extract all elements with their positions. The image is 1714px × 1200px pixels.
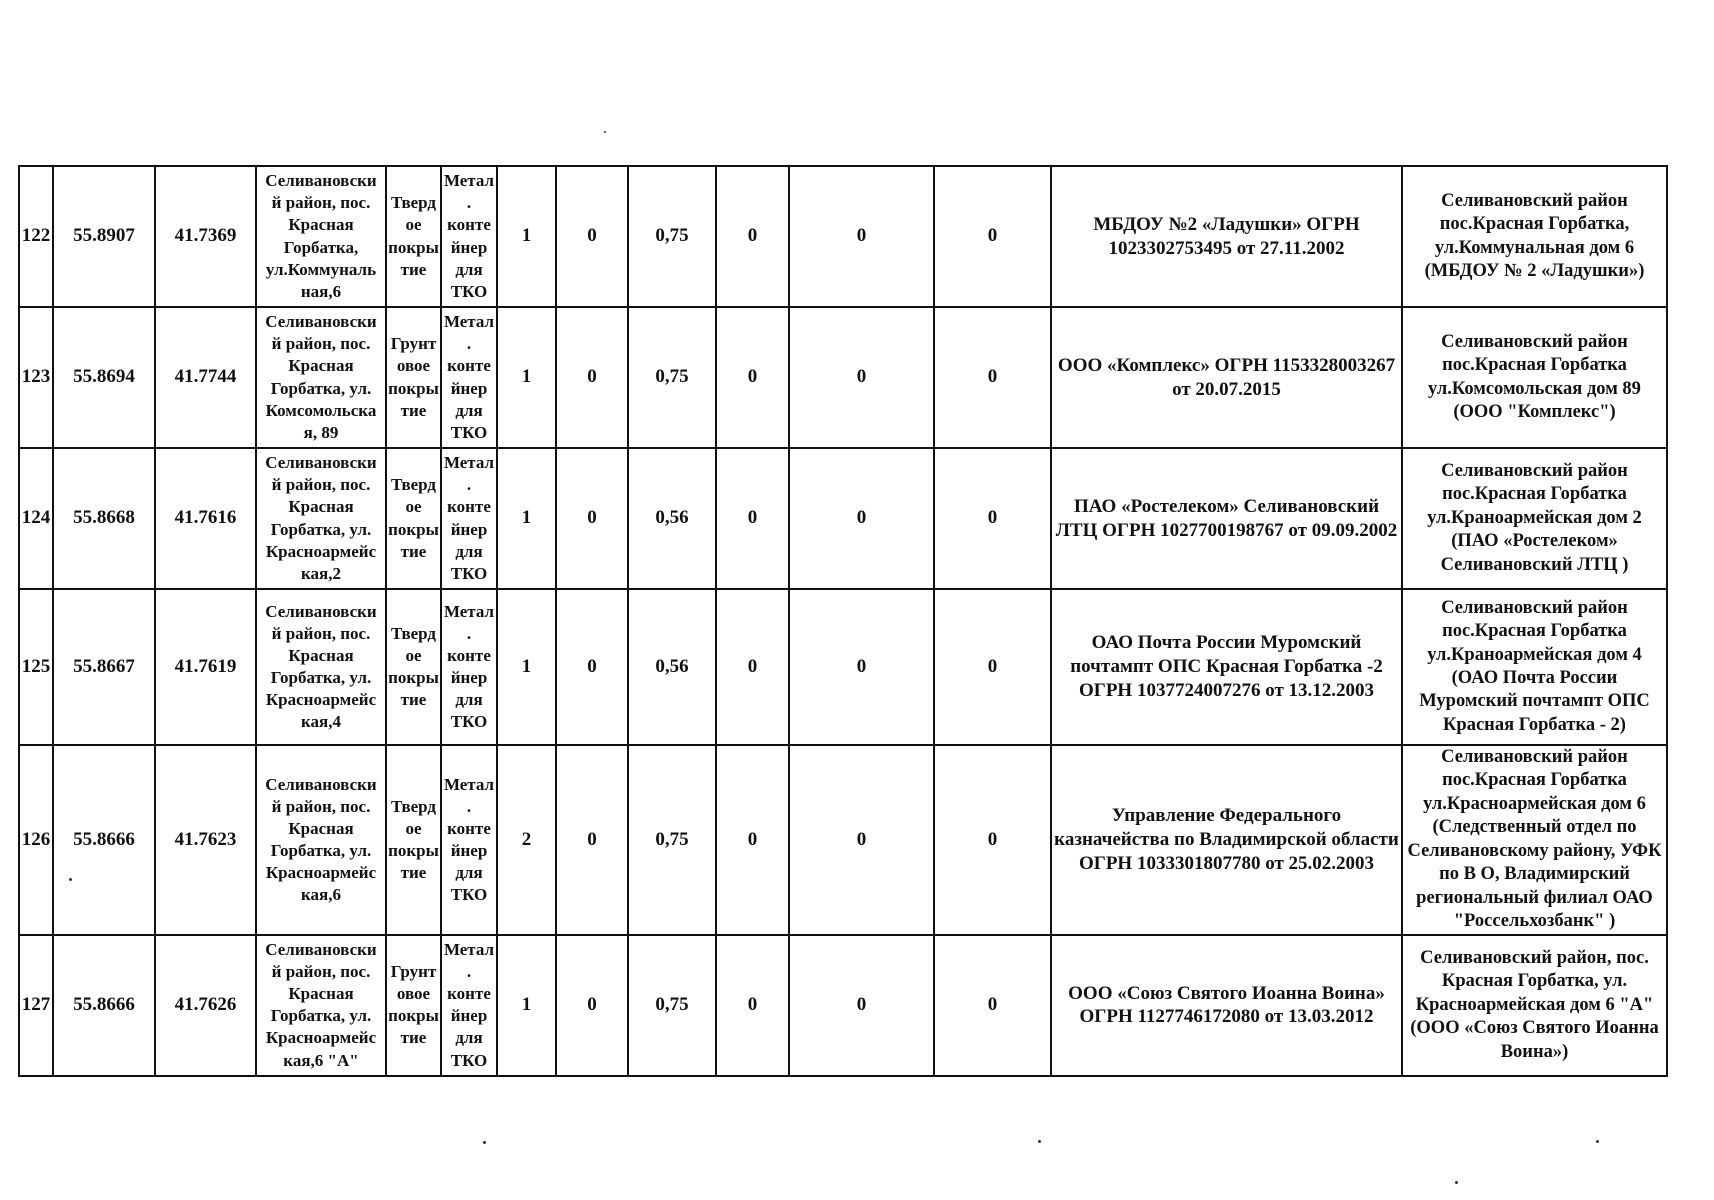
value-cell: 0 bbox=[934, 935, 1051, 1076]
container-text: Метал . конте йнер для ТКО bbox=[443, 940, 495, 1070]
row-number: 124 bbox=[19, 448, 53, 589]
value-cell: 0 bbox=[556, 448, 628, 589]
volume-cell: 0,75 bbox=[628, 935, 716, 1076]
value-cell: 0 bbox=[789, 448, 934, 589]
latitude-cell: 55.8668 bbox=[53, 448, 155, 589]
value-cell: 0 bbox=[789, 307, 934, 448]
surface-text: Тверд ое покры тие bbox=[388, 475, 439, 561]
owner-cell: ПАО «Ростелеком» Селивановский ЛТЦ ОГРН 1027700198767 от 09.09.2002 bbox=[1051, 448, 1402, 589]
latitude-cell: 55.8666 bbox=[53, 745, 155, 935]
address-cell bbox=[256, 448, 386, 589]
address-cell bbox=[256, 166, 386, 307]
surface-cell bbox=[386, 307, 441, 448]
latitude-cell: 55.8907 bbox=[53, 166, 155, 307]
value-cell: 0 bbox=[716, 589, 789, 745]
waste-source-cell: Селивановский район пос.Красная Горбатка ул.Красноармейская дом 6 (Следственный отдел по Селивановскому району, УФК по В О, Владимирский региональный филиал ОАО "Россельхозбанк" ) bbox=[1402, 745, 1667, 935]
surface-text: Грунт овое покры тие bbox=[388, 334, 439, 420]
container-text: Метал . конте йнер для ТКО bbox=[443, 453, 495, 583]
volume-cell: 0,75 bbox=[628, 307, 716, 448]
table-row bbox=[19, 448, 1667, 589]
value-cell: 0 bbox=[789, 589, 934, 745]
container-cell bbox=[441, 307, 497, 448]
latitude-cell: 55.8666 bbox=[53, 935, 155, 1076]
value-cell: 0 bbox=[934, 745, 1051, 935]
surface-cell bbox=[386, 935, 441, 1076]
longitude-cell: 41.7623 bbox=[155, 745, 256, 935]
address-text: Селивановски й район, пос. Красная Горбатка, ул. Красноармейс кая,6 bbox=[265, 774, 377, 905]
container-text: Метал . конте йнер для ТКО bbox=[443, 171, 495, 301]
address-cell bbox=[256, 745, 386, 935]
row-number: 125 bbox=[19, 589, 53, 745]
container-count-cell: 2 bbox=[497, 745, 556, 935]
container-count-cell: 1 bbox=[497, 935, 556, 1076]
longitude-cell: 41.7619 bbox=[155, 589, 256, 745]
value-cell: 0 bbox=[934, 448, 1051, 589]
scan-speck bbox=[604, 131, 606, 133]
address-cell bbox=[256, 307, 386, 448]
value-cell: 0 bbox=[789, 935, 934, 1076]
row-number: 126 bbox=[19, 745, 53, 935]
address-cell bbox=[256, 935, 386, 1076]
address-text: Селивановски й район, пос. Красная Горбатка, ул. Красноармейс кая,6 "А" bbox=[265, 940, 377, 1070]
longitude-cell: 41.7744 bbox=[155, 307, 256, 448]
container-text: Метал . конте йнер для ТКО bbox=[443, 601, 495, 732]
surface-text: Грунт овое покры тие bbox=[388, 962, 439, 1048]
scan-speck bbox=[483, 1141, 486, 1144]
value-cell: 0 bbox=[556, 935, 628, 1076]
container-text: Метал . конте йнер для ТКО bbox=[443, 774, 495, 905]
surface-text: Тверд ое покры тие bbox=[388, 623, 439, 710]
address-text: Селивановски й район, пос. Красная Горбатка, ул. Красноармейс кая,4 bbox=[265, 601, 377, 732]
row-number: 122 bbox=[19, 166, 53, 307]
container-count-cell: 1 bbox=[497, 589, 556, 745]
surface-text: Тверд ое покры тие bbox=[388, 193, 439, 279]
owner-cell: МБДОУ №2 «Ладушки» ОГРН 1023302753495 от 27.11.2002 bbox=[1051, 166, 1402, 307]
waste-source-cell: Селивановский район, пос. Красная Горбатка, ул. Красноармейская дом 6 "А" (ООО «Союз Святого Иоанна Воина») bbox=[1402, 935, 1667, 1076]
waste-site-registry-table bbox=[18, 165, 1668, 1077]
address-cell bbox=[256, 589, 386, 745]
longitude-cell: 41.7626 bbox=[155, 935, 256, 1076]
address-text: Селивановски й район, пос. Красная Горбатка, ул. Красноармейс кая,2 bbox=[265, 453, 377, 583]
surface-cell bbox=[386, 589, 441, 745]
surface-cell bbox=[386, 448, 441, 589]
container-count-cell: 1 bbox=[497, 307, 556, 448]
container-cell bbox=[441, 935, 497, 1076]
surface-text: Тверд ое покры тие bbox=[388, 796, 439, 883]
value-cell: 0 bbox=[934, 589, 1051, 745]
container-count-cell: 1 bbox=[497, 448, 556, 589]
value-cell: 0 bbox=[716, 307, 789, 448]
owner-cell: ОАО Почта России Муромский почтампт ОПС Красная Горбатка -2 ОГРН 1037724007276 от 13.12.2003 bbox=[1051, 589, 1402, 745]
table-row bbox=[19, 166, 1667, 307]
container-text: Метал . конте йнер для ТКО bbox=[443, 312, 495, 442]
latitude-cell: 55.8667 bbox=[53, 589, 155, 745]
volume-cell: 0,56 bbox=[628, 589, 716, 745]
value-cell: 0 bbox=[789, 166, 934, 307]
owner-cell: ООО «Комплекс» ОГРН 1153328003267 от 20.07.2015 bbox=[1051, 307, 1402, 448]
longitude-cell: 41.7369 bbox=[155, 166, 256, 307]
value-cell: 0 bbox=[789, 745, 934, 935]
value-cell: 0 bbox=[934, 307, 1051, 448]
table-row bbox=[19, 589, 1667, 745]
surface-cell bbox=[386, 166, 441, 307]
value-cell: 0 bbox=[716, 448, 789, 589]
waste-source-cell: Селивановский район пос.Красная Горбатка ул.Краноармейская дом 4 (ОАО Почта России Муромский почтампт ОПС Красная Горбатка - 2) bbox=[1402, 589, 1667, 745]
value-cell: 0 bbox=[556, 589, 628, 745]
container-count-cell: 1 bbox=[497, 166, 556, 307]
volume-cell: 0,75 bbox=[628, 745, 716, 935]
value-cell: 0 bbox=[556, 307, 628, 448]
surface-cell bbox=[386, 745, 441, 935]
waste-source-cell: Селивановский район пос.Красная Горбатка ул.Краноармейская дом 2 (ПАО «Ростелеком» Селивановский ЛТЦ ) bbox=[1402, 448, 1667, 589]
scan-speck bbox=[1038, 1140, 1041, 1143]
container-cell bbox=[441, 745, 497, 935]
longitude-cell: 41.7616 bbox=[155, 448, 256, 589]
table-row bbox=[19, 935, 1667, 1076]
value-cell: 0 bbox=[556, 166, 628, 307]
scan-speck bbox=[1596, 1140, 1599, 1143]
value-cell: 0 bbox=[716, 745, 789, 935]
scan-speck bbox=[1455, 1181, 1458, 1184]
owner-cell: ООО «Союз Святого Иоанна Воина» ОГРН 1127746172080 от 13.03.2012 bbox=[1051, 935, 1402, 1076]
waste-source-cell: Селивановский район пос.Красная Горбатка ул.Комсомольская дом 89 (ООО "Комплекс") bbox=[1402, 307, 1667, 448]
volume-cell: 0,75 bbox=[628, 166, 716, 307]
value-cell: 0 bbox=[716, 935, 789, 1076]
value-cell: 0 bbox=[556, 745, 628, 935]
container-cell bbox=[441, 589, 497, 745]
container-cell bbox=[441, 448, 497, 589]
address-text: Селивановски й район, пос. Красная Горбатка, ул. Комсомольска я, 89 bbox=[265, 312, 377, 442]
row-number: 123 bbox=[19, 307, 53, 448]
row-number: 127 bbox=[19, 935, 53, 1076]
latitude-cell: 55.8694 bbox=[53, 307, 155, 448]
table-row bbox=[19, 307, 1667, 448]
volume-cell: 0,56 bbox=[628, 448, 716, 589]
value-cell: 0 bbox=[716, 166, 789, 307]
address-text: Селивановски й район, пос. Красная Горбатка, ул.Коммуналь ная,6 bbox=[265, 171, 377, 301]
table-row bbox=[19, 745, 1667, 935]
waste-source-cell: Селивановский район пос.Красная Горбатка, ул.Коммунальная дом 6 (МБДОУ № 2 «Ладушки») bbox=[1402, 166, 1667, 307]
value-cell: 0 bbox=[934, 166, 1051, 307]
container-cell bbox=[441, 166, 497, 307]
owner-cell: Управление Федерального казначейства по Владимирской области ОГРН 1033301807780 от 25.02.2003 bbox=[1051, 745, 1402, 935]
